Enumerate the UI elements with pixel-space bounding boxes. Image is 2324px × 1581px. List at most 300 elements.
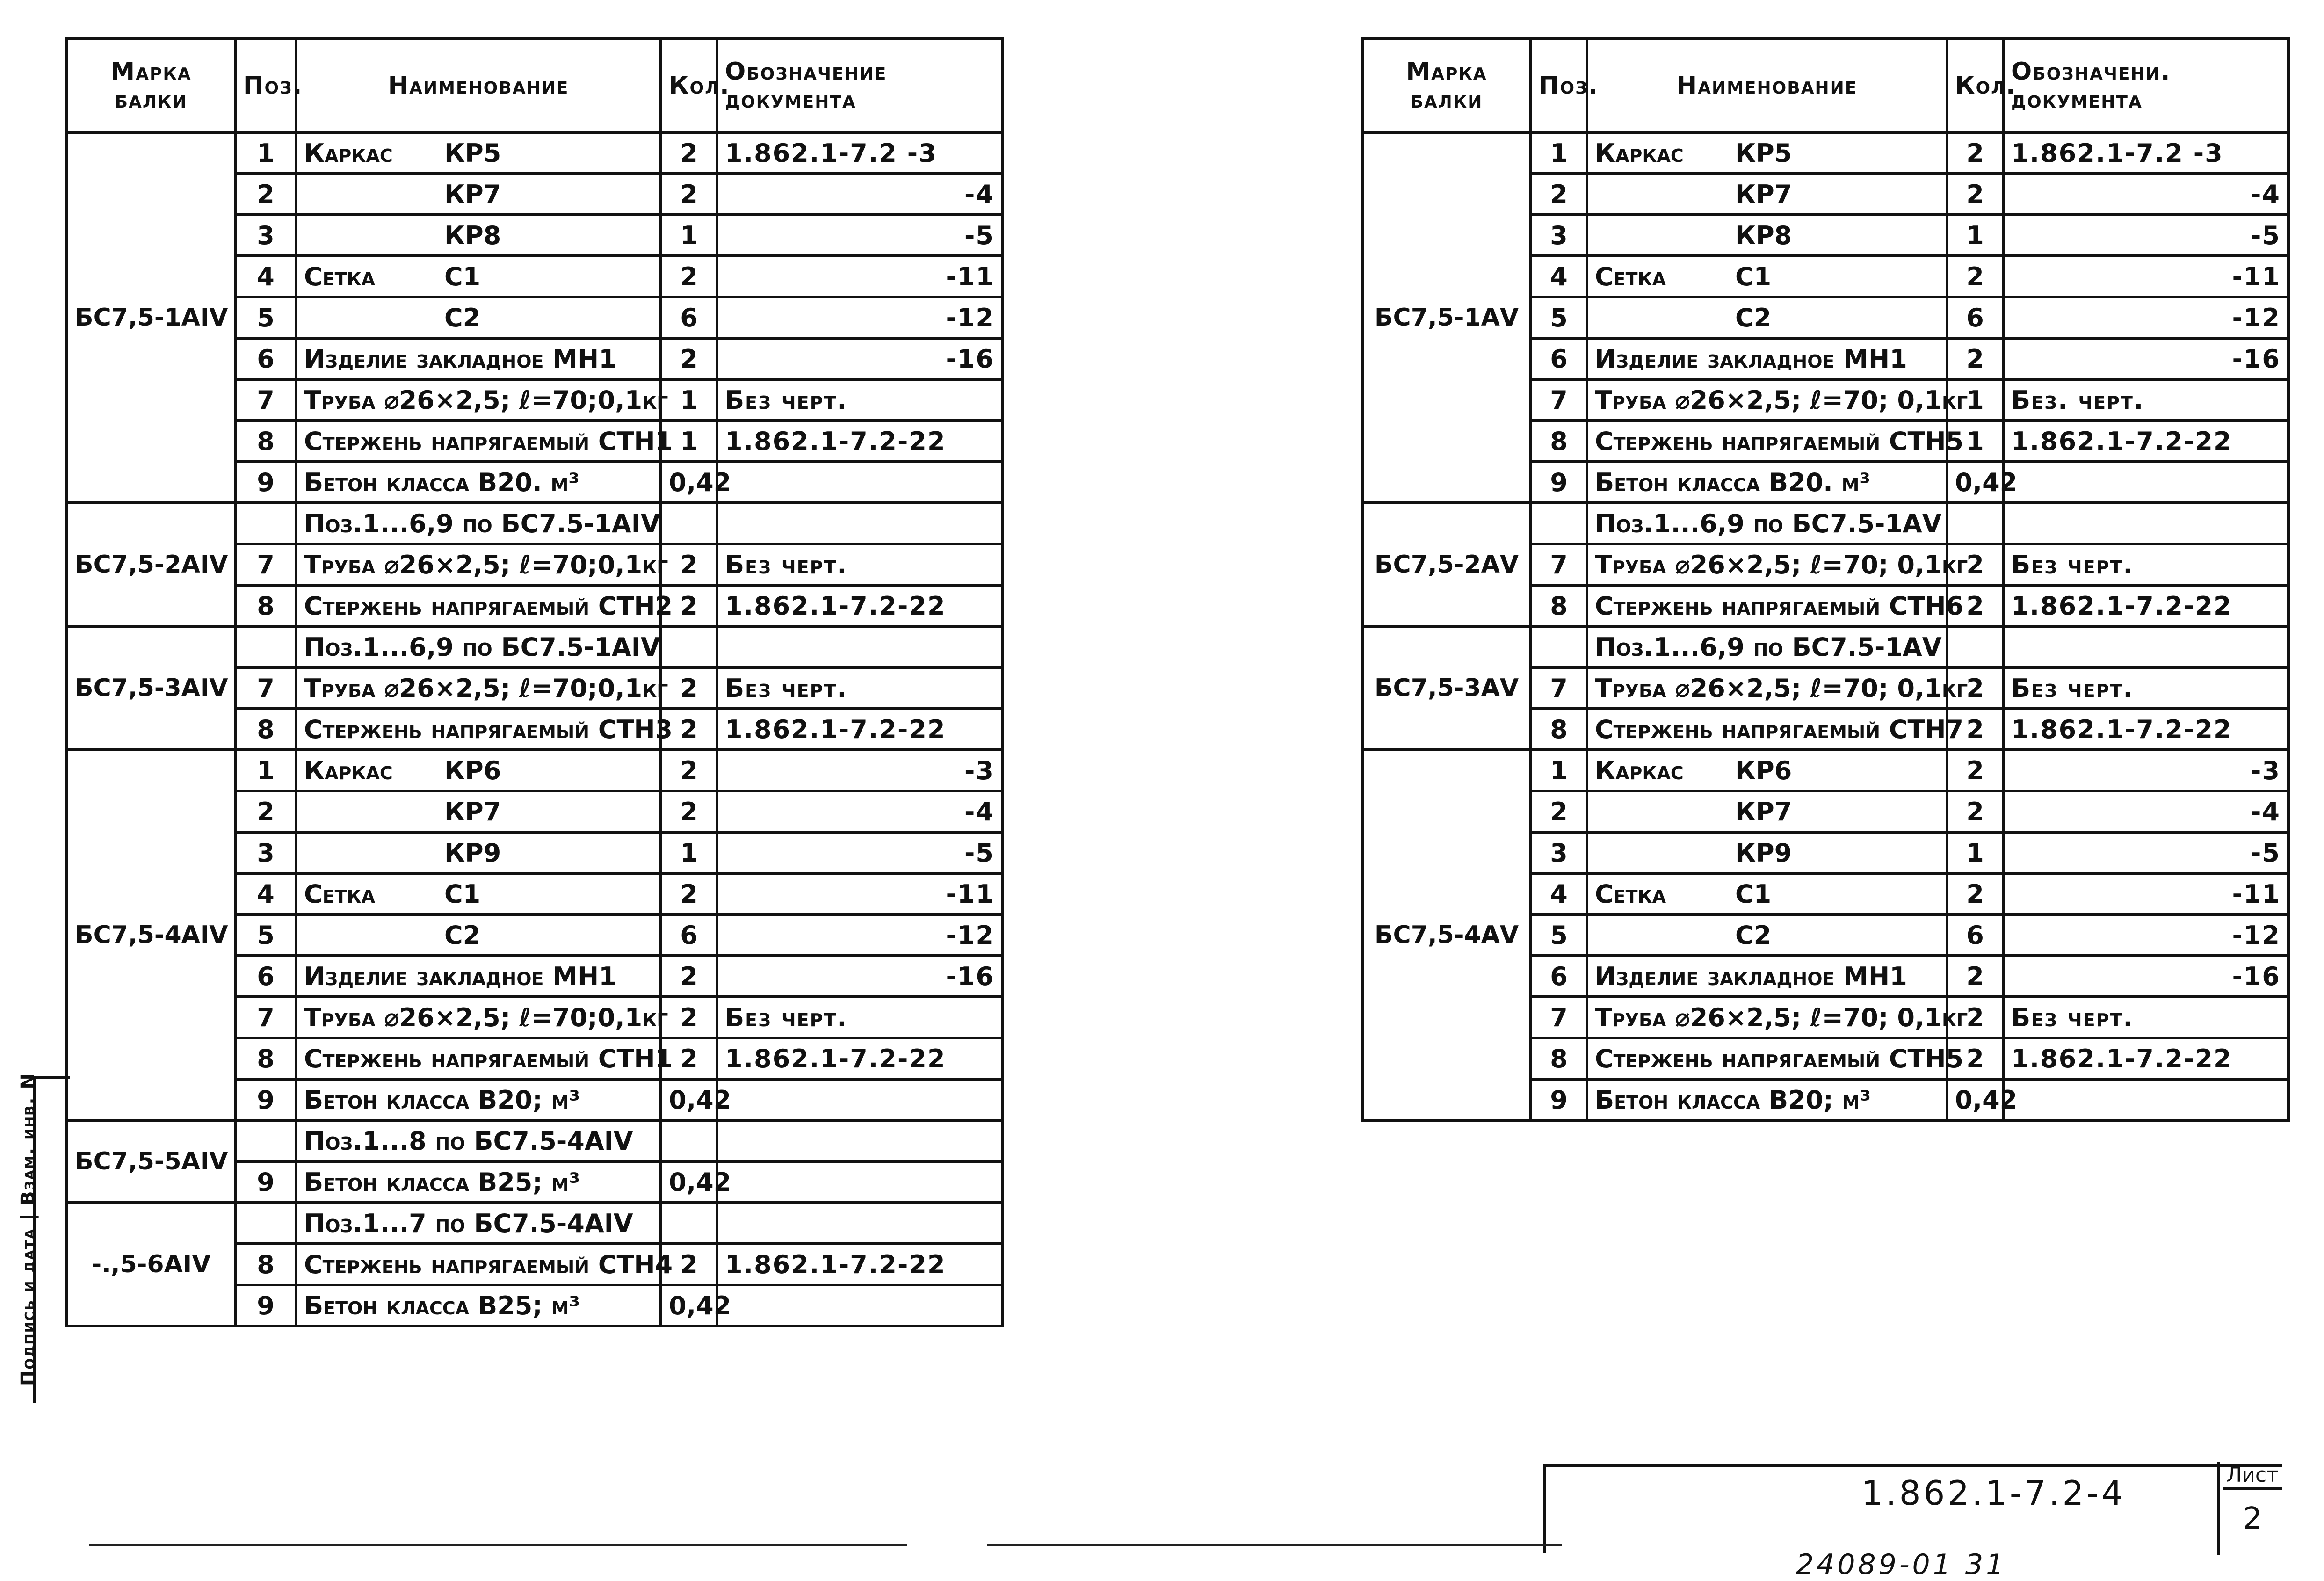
quantity-cell: 2	[1947, 956, 2003, 997]
name-wrap	[304, 1044, 673, 1073]
quantity-cell: 1	[661, 421, 717, 462]
beam-mark: БС7,5-3АIV	[67, 626, 235, 750]
table-row	[67, 1120, 1002, 1161]
position-cell: 7	[235, 997, 296, 1038]
quantity-cell: 2	[1947, 585, 2003, 626]
position-cell: 9	[1531, 462, 1587, 503]
name-wrap	[1595, 426, 1964, 456]
quantity-cell: 2	[1947, 1038, 2003, 1079]
quantity-cell	[661, 1203, 717, 1244]
quantity-cell: 2	[1947, 256, 2003, 297]
document-cell: -11	[717, 873, 1002, 914]
name-cell	[1587, 421, 1964, 462]
quantity-cell	[661, 1120, 717, 1161]
name-primary: Бетон класса В20; м³	[304, 1085, 580, 1115]
name-cell	[296, 791, 661, 832]
name-cell	[1587, 544, 1968, 585]
position-cell	[1531, 626, 1587, 667]
name-wrap	[304, 714, 673, 744]
name-primary: Труба ⌀26×2,5; ℓ=70; 0,1кг	[1595, 673, 1968, 703]
position-cell: 6	[235, 338, 296, 379]
name-wrap	[304, 385, 668, 415]
quantity-cell: 6	[1947, 297, 2003, 338]
name-wrap	[1595, 1002, 1968, 1032]
name-wrap	[1595, 385, 1968, 415]
position-cell: 8	[1531, 709, 1587, 750]
bottom-rule-left	[89, 1544, 907, 1546]
document-cell: -12	[2003, 914, 2288, 956]
name-primary	[304, 180, 444, 209]
name-cell	[1587, 1079, 1947, 1120]
document-cell	[717, 1203, 1002, 1244]
name-primary	[1595, 797, 1735, 827]
position-cell: 7	[235, 667, 296, 709]
position-cell: 9	[235, 462, 296, 503]
name-primary: Стержень напрягаемый СТН5	[1595, 426, 1964, 456]
position-cell: 3	[235, 832, 296, 873]
name-cell	[296, 1038, 673, 1079]
quantity-cell: 2	[661, 544, 717, 585]
quantity-cell: 1	[1947, 421, 2003, 462]
name-cell	[296, 215, 661, 256]
position-cell: 1	[235, 132, 296, 174]
name-cell	[296, 256, 661, 297]
name-wrap	[1595, 138, 1939, 168]
position-cell	[235, 1120, 296, 1161]
name-cell	[296, 503, 661, 544]
name-primary: Труба ⌀26×2,5; ℓ=70;0,1кг	[304, 550, 668, 580]
name-cell	[296, 1161, 661, 1203]
beam-mark: БС7,5-2АIV	[67, 503, 235, 626]
document-cell: Без черт.	[2003, 544, 2288, 585]
name-wrap	[304, 138, 653, 168]
quantity-cell: 2	[661, 174, 717, 215]
name-cell	[1587, 709, 1964, 750]
name-cell	[296, 585, 673, 626]
header-mark: Марка балки	[1362, 39, 1531, 132]
quantity-cell	[661, 626, 717, 667]
name-cell	[1587, 750, 1947, 791]
name-wrap	[304, 1209, 653, 1238]
document-cell: -12	[2003, 297, 2288, 338]
sheet-number: 2	[2243, 1501, 2262, 1536]
name-wrap	[1595, 591, 1964, 621]
name-cell	[296, 1079, 661, 1120]
quantity-cell: 1	[1947, 379, 2003, 421]
quantity-cell: 2	[661, 873, 717, 914]
quantity-cell: 0,42	[661, 462, 717, 503]
name-secondary: КР9	[444, 838, 501, 868]
beam-mark: БС7,5-2АV	[1362, 503, 1531, 626]
name-primary: Бетон класса В25; м³	[304, 1291, 580, 1320]
name-secondary: КР6	[444, 755, 501, 785]
document-cell: -5	[717, 215, 1002, 256]
document-cell	[2003, 462, 2288, 503]
quantity-cell: 2	[661, 1038, 717, 1079]
name-primary	[304, 797, 444, 827]
position-cell	[235, 626, 296, 667]
table-row	[1362, 750, 2288, 791]
document-cell: 1.862.1-7.2 -3	[717, 132, 1002, 174]
name-primary: Стержень напрягаемый СТН1	[304, 426, 673, 456]
name-wrap	[1595, 221, 1939, 250]
document-cell	[717, 626, 1002, 667]
document-cell: Без черт.	[2003, 667, 2288, 709]
position-cell: 9	[235, 1285, 296, 1326]
table-row	[1362, 503, 2288, 544]
name-cell	[296, 626, 661, 667]
table-row	[67, 1203, 1002, 1244]
name-cell	[1587, 667, 1968, 709]
name-cell	[1587, 832, 1947, 873]
quantity-cell: 1	[661, 379, 717, 421]
name-cell	[296, 956, 661, 997]
name-secondary: КР7	[1735, 179, 1792, 209]
name-wrap	[1595, 962, 1939, 991]
name-primary: Труба ⌀26×2,5; ℓ=70; 0,1кг	[1595, 550, 1968, 580]
beam-mark: БС7,5-3АV	[1362, 626, 1531, 750]
document-cell: 1.862.1-7.2-22	[2003, 1038, 2288, 1079]
position-cell: 7	[1531, 997, 1587, 1038]
name-wrap	[1595, 756, 1939, 785]
document-cell: 1.862.1-7.2-22	[717, 585, 1002, 626]
document-cell: -16	[2003, 338, 2288, 379]
position-cell: 9	[1531, 1079, 1587, 1120]
name-wrap	[304, 1249, 673, 1279]
name-primary: Стержень напрягаемый СТН2	[304, 591, 673, 621]
name-primary: Изделие закладное МН1	[1595, 961, 1907, 991]
name-cell	[1587, 462, 1947, 503]
document-cell	[2003, 626, 2288, 667]
name-cell	[296, 421, 673, 462]
name-primary	[1595, 180, 1735, 209]
position-cell: 4	[235, 256, 296, 297]
position-cell: 8	[235, 1038, 296, 1079]
document-cell: Без черт.	[717, 997, 1002, 1038]
header-doc: Обозначени. документа	[2003, 39, 2288, 132]
document-cell: 1.862.1-7.2-22	[717, 709, 1002, 750]
quantity-cell	[1947, 503, 2003, 544]
table-row	[1362, 132, 2288, 174]
quantity-cell: 0,42	[661, 1079, 717, 1120]
sheet-label: Лист	[2223, 1463, 2282, 1490]
position-cell: 2	[235, 174, 296, 215]
archive-number: 24089-01 31	[1796, 1548, 2007, 1581]
name-cell	[296, 379, 668, 421]
name-wrap	[1595, 180, 1939, 209]
name-secondary: КР7	[444, 179, 501, 209]
name-primary: Поз.1...6,9 по БС7.5-1АIV	[304, 508, 660, 538]
name-secondary: С2	[1735, 920, 1772, 950]
quantity-cell: 6	[661, 914, 717, 956]
quantity-cell: 6	[661, 297, 717, 338]
name-cell	[1587, 1038, 1964, 1079]
name-primary: Поз.1...8 по БС7.5-4АIV	[304, 1126, 633, 1156]
quantity-cell: 2	[1947, 132, 2003, 174]
name-cell	[296, 1120, 661, 1161]
position-cell: 7	[235, 379, 296, 421]
quantity-cell: 2	[1947, 997, 2003, 1038]
beam-mark: БС7,5-5АIV	[67, 1120, 235, 1203]
position-cell: 6	[1531, 338, 1587, 379]
name-wrap	[304, 508, 660, 538]
name-wrap	[304, 221, 653, 250]
position-cell: 9	[235, 1161, 296, 1203]
name-wrap	[1595, 632, 1942, 662]
position-cell: 8	[1531, 421, 1587, 462]
document-cell: -11	[2003, 256, 2288, 297]
table-header-row	[1362, 39, 2288, 132]
name-wrap	[1595, 797, 1939, 827]
quantity-cell: 2	[661, 956, 717, 997]
name-primary: Бетон класса В25; м³	[304, 1167, 580, 1197]
position-cell: 1	[235, 750, 296, 791]
position-cell: 6	[235, 956, 296, 997]
name-cell	[296, 873, 661, 914]
name-secondary: КР8	[444, 220, 501, 250]
name-primary: Труба ⌀26×2,5; ℓ=70;0,1кг	[304, 385, 668, 415]
name-primary: Бетон класса В20. м³	[1595, 467, 1871, 497]
name-primary: Сетка	[304, 879, 375, 909]
name-wrap	[304, 180, 653, 209]
name-primary: Стержень напрягаемый СТН5	[1595, 1044, 1964, 1073]
document-cell: -11	[2003, 873, 2288, 914]
document-cell: -4	[717, 174, 1002, 215]
name-wrap	[1595, 921, 1939, 950]
position-cell	[235, 503, 296, 544]
name-wrap	[304, 1002, 668, 1032]
document-cell	[717, 1285, 1002, 1326]
document-cell	[717, 1161, 1002, 1203]
document-cell: -4	[2003, 791, 2288, 832]
name-primary: Каркас	[304, 755, 393, 785]
name-primary	[304, 921, 444, 950]
specification-table-right	[1361, 37, 2290, 1122]
name-wrap	[304, 426, 673, 456]
name-secondary: С2	[1735, 303, 1772, 333]
document-cell: Без черт.	[717, 379, 1002, 421]
name-primary: Изделие закладное МН1	[304, 961, 616, 991]
quantity-cell: 2	[661, 667, 717, 709]
position-cell: 8	[1531, 585, 1587, 626]
quantity-cell: 0,42	[661, 1285, 717, 1326]
name-wrap	[1595, 838, 1939, 868]
name-primary: Поз.1...7 по БС7.5-4АIV	[304, 1208, 633, 1238]
document-cell: -5	[2003, 832, 2288, 873]
quantity-cell: 2	[661, 1244, 717, 1285]
name-primary: Поз.1...6,9 по БС7.5-1АV	[1595, 508, 1942, 538]
position-cell: 4	[1531, 256, 1587, 297]
document-cell: 1.862.1-7.2-22	[2003, 421, 2288, 462]
header-pos: Поз.	[235, 39, 296, 132]
quantity-cell: 1	[1947, 215, 2003, 256]
document-cell	[2003, 1079, 2288, 1120]
quantity-cell: 2	[661, 338, 717, 379]
name-wrap	[304, 838, 653, 868]
document-cell: Без. черт.	[2003, 379, 2288, 421]
table-row	[67, 132, 1002, 174]
position-cell: 5	[1531, 914, 1587, 956]
name-wrap	[304, 550, 668, 580]
position-cell: 8	[235, 709, 296, 750]
name-primary: Сетка	[1595, 879, 1666, 909]
document-cell: -5	[717, 832, 1002, 873]
name-wrap	[1595, 1085, 1939, 1115]
position-cell: 5	[1531, 297, 1587, 338]
position-cell: 2	[1531, 791, 1587, 832]
name-wrap	[304, 756, 653, 785]
position-cell: 9	[235, 1079, 296, 1120]
name-primary: Труба ⌀26×2,5; ℓ=70; 0,1кг	[1595, 1002, 1968, 1032]
position-cell: 2	[1531, 174, 1587, 215]
quantity-cell: 2	[1947, 174, 2003, 215]
name-secondary: С1	[444, 879, 481, 909]
quantity-cell: 2	[661, 791, 717, 832]
name-cell	[1587, 997, 1968, 1038]
table-row	[67, 750, 1002, 791]
document-cell: -11	[717, 256, 1002, 297]
name-wrap	[1595, 673, 1968, 703]
name-cell	[296, 174, 661, 215]
table-row	[67, 626, 1002, 667]
name-wrap	[304, 303, 653, 333]
name-wrap	[304, 879, 653, 909]
header-doc: Обозначение документа	[717, 39, 1002, 132]
name-primary: Поз.1...6,9 по БС7.5-1АIV	[304, 632, 660, 662]
beam-mark: -.,5-6АIV	[67, 1203, 235, 1326]
name-primary: Бетон класса В20. м³	[304, 467, 580, 497]
name-primary: Труба ⌀26×2,5; ℓ=70; 0,1кг	[1595, 385, 1968, 415]
document-cell: -12	[717, 914, 1002, 956]
position-cell	[235, 1203, 296, 1244]
position-cell: 6	[1531, 956, 1587, 997]
quantity-cell: 2	[1947, 544, 2003, 585]
document-cell: Без черт.	[717, 544, 1002, 585]
quantity-cell: 2	[661, 585, 717, 626]
name-primary: Труба ⌀26×2,5; ℓ=70;0,1кг	[304, 1002, 668, 1032]
table-row	[1362, 626, 2288, 667]
quantity-cell: 2	[1947, 709, 2003, 750]
name-primary: Поз.1...6,9 по БС7.5-1АV	[1595, 632, 1942, 662]
quantity-cell: 2	[1947, 750, 2003, 791]
name-wrap	[304, 1168, 653, 1197]
quantity-cell: 1	[1947, 832, 2003, 873]
name-primary: Стержень напрягаемый СТН7	[1595, 714, 1964, 744]
document-cell: -12	[717, 297, 1002, 338]
header-name: Наименование	[296, 39, 661, 132]
header-qty: Кол.	[1947, 39, 2003, 132]
name-primary	[1595, 221, 1735, 250]
beam-mark: БС7,5-4АIV	[67, 750, 235, 1120]
name-wrap	[304, 962, 653, 991]
name-wrap	[1595, 879, 1939, 909]
quantity-cell: 2	[661, 997, 717, 1038]
table-row	[67, 503, 1002, 544]
name-primary: Сетка	[1595, 261, 1666, 291]
name-cell	[1587, 503, 1947, 544]
position-cell: 4	[235, 873, 296, 914]
name-wrap	[304, 1126, 653, 1156]
quantity-cell: 0,42	[661, 1161, 717, 1203]
document-cell: 1.862.1-7.2-22	[717, 1244, 1002, 1285]
name-primary: Изделие закладное МН1	[1595, 344, 1907, 374]
name-wrap	[1595, 468, 1939, 497]
name-cell	[296, 914, 661, 956]
header-mark: Марка балки	[67, 39, 235, 132]
name-wrap	[304, 1085, 653, 1115]
name-primary	[304, 303, 444, 333]
document-cell: 1.862.1-7.2-22	[2003, 585, 2288, 626]
document-cell: -4	[717, 791, 1002, 832]
name-wrap	[304, 1291, 653, 1320]
name-primary	[1595, 921, 1735, 950]
name-cell	[1587, 215, 1947, 256]
name-cell	[1587, 914, 1947, 956]
name-wrap	[304, 591, 673, 621]
name-primary	[304, 221, 444, 250]
document-cell	[2003, 503, 2288, 544]
quantity-cell: 1	[661, 215, 717, 256]
name-primary: Стержень напрягаемый СТН1	[304, 1044, 673, 1073]
position-cell: 8	[1531, 1038, 1587, 1079]
name-wrap	[304, 344, 653, 374]
name-cell	[1587, 626, 1947, 667]
position-cell	[1531, 503, 1587, 544]
position-cell: 2	[235, 791, 296, 832]
name-secondary: КР7	[444, 797, 501, 827]
position-cell: 5	[235, 297, 296, 338]
bottom-rule-right	[987, 1544, 1562, 1546]
quantity-cell: 0,42	[1947, 1079, 2003, 1120]
name-secondary: С1	[1735, 879, 1772, 909]
name-cell	[296, 297, 661, 338]
header-name: Наименование	[1587, 39, 1947, 132]
document-cell: 1.862.1-7.2-22	[717, 1038, 1002, 1079]
name-wrap	[304, 262, 653, 291]
name-cell	[1587, 132, 1947, 174]
document-cell	[717, 1079, 1002, 1120]
name-cell	[1587, 585, 1964, 626]
name-secondary: КР6	[1735, 755, 1792, 785]
name-primary: Сетка	[304, 261, 375, 291]
name-cell	[296, 544, 668, 585]
document-cell: 1.862.1-7.2-22	[717, 421, 1002, 462]
name-wrap	[304, 797, 653, 827]
position-cell: 4	[1531, 873, 1587, 914]
document-cell	[717, 503, 1002, 544]
position-cell: 7	[1531, 544, 1587, 585]
position-cell: 1	[1531, 750, 1587, 791]
document-cell: Без черт.	[2003, 997, 2288, 1038]
name-cell	[296, 750, 661, 791]
table-header-row	[67, 39, 1002, 132]
name-cell	[296, 1244, 673, 1285]
quantity-cell: 2	[1947, 338, 2003, 379]
beam-mark: БС7,5-4АV	[1362, 750, 1531, 1120]
document-code: 1.862.1-7.2-4	[1861, 1473, 2126, 1513]
name-cell	[296, 132, 661, 174]
beam-mark: БС7,5-1АIV	[67, 132, 235, 503]
position-cell: 8	[235, 421, 296, 462]
name-wrap	[304, 468, 653, 497]
name-cell	[1587, 297, 1947, 338]
name-cell	[296, 997, 668, 1038]
position-cell: 7	[235, 544, 296, 585]
name-cell	[1587, 338, 1947, 379]
name-secondary: КР7	[1735, 797, 1792, 827]
binding-strip-label: Подпись и дата | Взам. инв. N	[17, 1073, 39, 1386]
document-cell: -16	[717, 956, 1002, 997]
